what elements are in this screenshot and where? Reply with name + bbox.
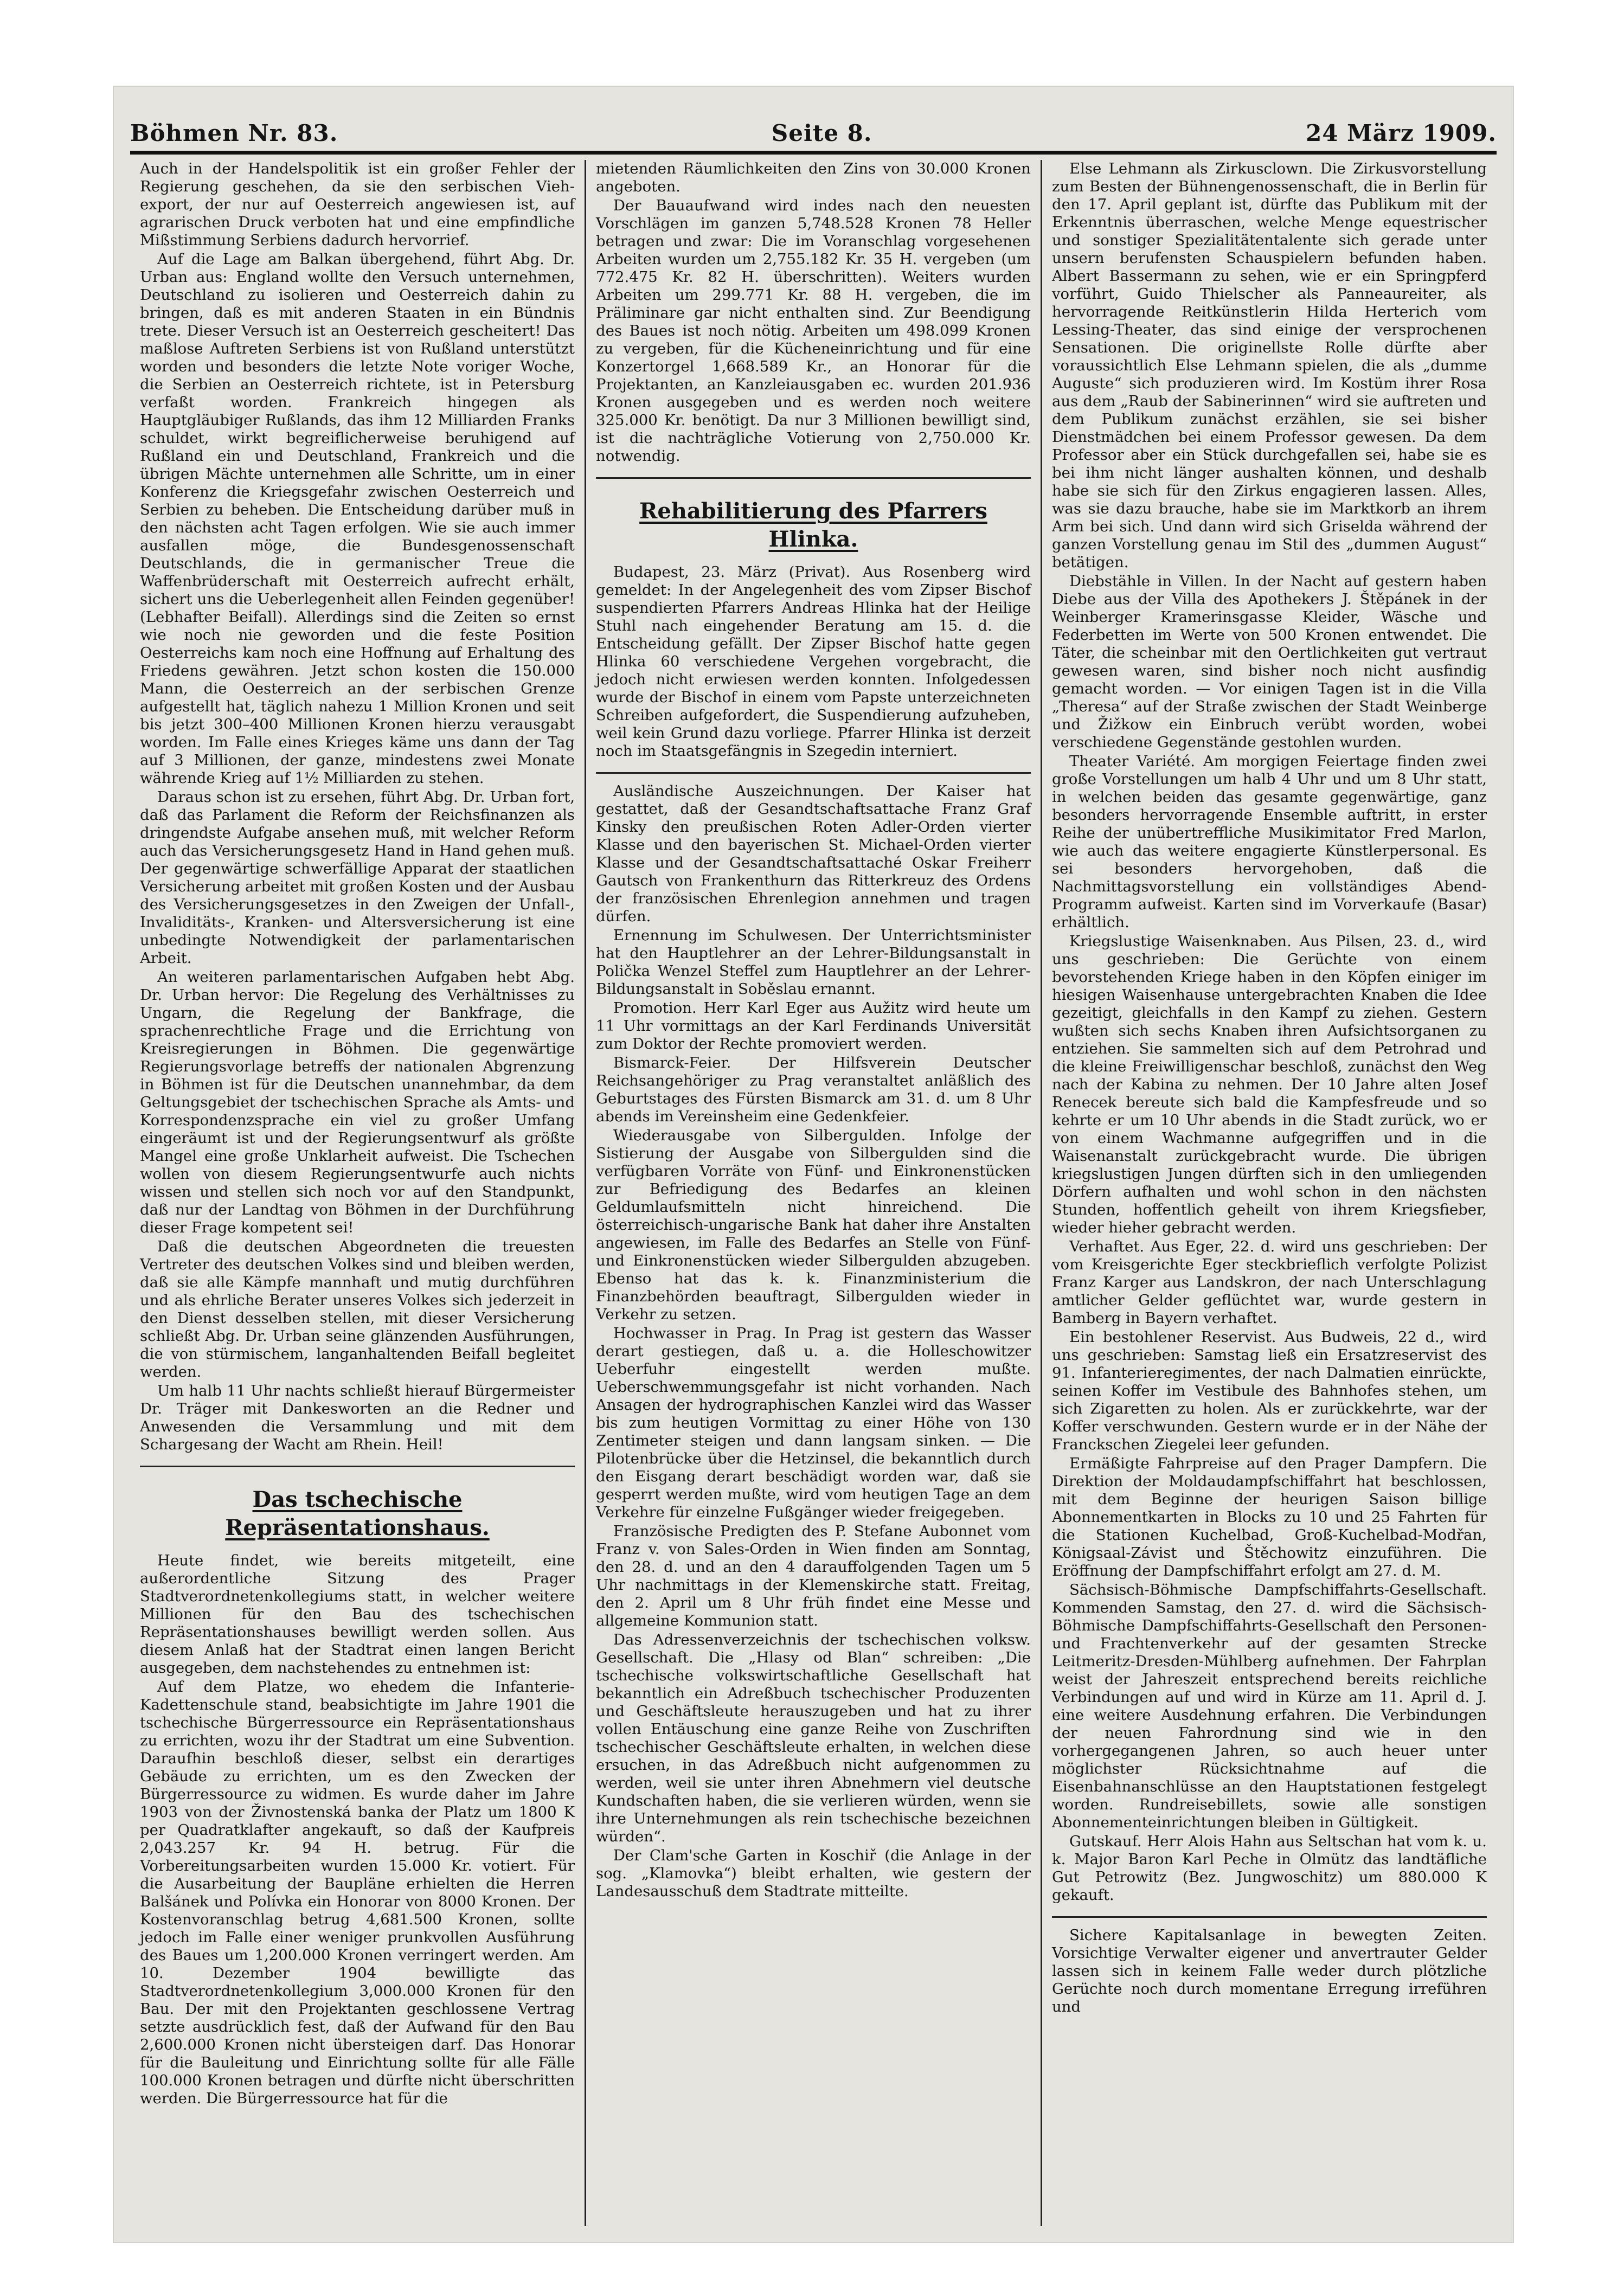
news-item: Promotion. Herr Karl Eger aus Aužitz wird heute um 11 Uhr vormittags an der Karl Ferdinands Universität zum Doktor der Rechte promoviert werden. (596, 999, 1031, 1052)
paragraph: Daraus schon ist zu ersehen, führt Abg. Dr. Urban fort, daß das Parlament die Reform der Reichsfinanzen als dringendste Aufgabe ansehen muß, mit welcher Reform auch das Versicherungsgesetz Hand in Hand gehen muß. Der gegenwärtige schwerfällige Apparat der staatlichen Versicherung arbeitet mit großen Kosten und der Ausbau des Versicherungsgesetzes in den Zweigen der Unfall-, Invaliditäts-, Kranken- und Altersversicherung ist eine unbedingte Notwendigkeit der parlamentarischen Arbeit. (140, 788, 575, 967)
section-divider (1052, 1916, 1487, 1918)
page-header (130, 108, 1497, 146)
article-columns (130, 160, 1497, 2226)
news-item: Ermäßigte Fahrpreise auf den Prager Dampfern. Die Direktion der Moldaudampfschiffahrt hat beschlossen, mit dem Beginne der heurigen Saison billige Abonnementkarten in Blocks zu 10 und 25 Fahrten für die Stationen Kuchelbad, Groß-Kuchelbad-Modřan, Königsaal-Závist und Štěchowitz einzuführen. Die Eröffnung der Dampfschiffahrt erfolgt am 27. d. M. (1052, 1455, 1487, 1579)
section-divider (596, 477, 1031, 479)
news-item: Sächsisch-Böhmische Dampfschiffahrts-Gesellschaft. Kommenden Samstag, den 27. d. wird die Sächsisch-Böhmische Dampfschiffahrts-Gesellschaft den Personen- und Frachtenverkehr auf der gesamten Strecke Leitmeritz-Dresden-Mühlberg aufnehmen. Der Fahrplan weist der Jahreszeit entsprechend bereits reichliche Verbindungen auf und wird in Kürze am 11. April d. J. eine weitere Ausdehnung erfahren. Die Verbindungen der neuen Fahrordnung sind wie in den vorhergegangenen Jahren, so auch heuer unter möglichster Rücksichtnahme auf die Eisenbahnanschlüsse an den Hauptstationen festgelegt worden. Rundreisebillets, sowie alle sonstigen Abonnementeinrichtungen bleiben in Gültigkeit. (1052, 1581, 1487, 1831)
news-item: Wiederausgabe von Silbergulden. Infolge der Sistierung der Ausgabe von Silbergulden sind die verfügbaren Vorräte von Fünf- und Einkronenstücken zur Befriedigung des Bedarfes an kleinen Geldumlaufsmitteln nicht hinreichend. Die österreichisch-ungarische Bank hat daher ihre Anstalten angewiesen, im Falle des Bedarfes an Stelle von Fünf- und Einkronenstücken wieder Silbergulden abzugeben. Ebenso hat das k. k. Finanzministerium die Finanzbehörden beauftragt, Silbergulden wieder in Verkehr zu setzen. (596, 1127, 1031, 1323)
news-item: Französische Predigten des P. Stefane Aubonnet vom Franz v. von Sales-Orden in Wien finden am Sonntag, den 28. d. und an den 4 darauffolgenden Tagen um 5 Uhr nachmittags in der Klemenskirche statt. Freitag, den 2. April um 8 Uhr früh findet eine Messe und allgemeine Kommunion statt. (596, 1523, 1031, 1629)
paragraph: mietenden Räumlichkeiten den Zins von 30.000 Kronen angeboten. (596, 160, 1031, 195)
newspaper-page (114, 87, 1513, 2242)
paragraph: Auf die Lage am Balkan übergehend, führt Abg. Dr. Urban aus: England wollte den Versuch unternehmen, Deutschland zu isolieren und Oesterreich dahin zu bringen, daß es mit anderen Staaten in ein Bündnis trete. Dieser Versuch ist an Oesterreich gescheitert! Das maßlose Auftreten Serbiens ist von Rußland unterstützt worden und besonders die letzte Note voriger Woche, die Serbien an Oesterreich richtete, ist in Petersburg verfaßt worden. Frankreich hingegen als Hauptgläubiger Rußlands, das ihm 12 Milliarden Franks schuldet, wirkt begreiflicherweise beruhigend auf Rußland ein und Deutschland, Frankreich und die übrigen Mächte unternehmen alle Schritte, um in einer Konferenz die Kriegsgefahr zwischen Oesterreich und Serbien zu beheben. Die Entscheidung darüber muß in den nächsten acht Tagen erfolgen. Wie sie auch immer ausfallen möge, die Bundesgenossenschaft Deutschlands, die in germanischer Treue die Waffenbrüderschaft mit Oesterreich aufrecht erhält, sichert uns die Ueberlegenheit allen Feinden gegenüber! (Lebhafter Beifall). Allerdings sind die Zeiten so ernst wie noch nie geworden und die feste Position Oesterreichs kam noch eine Hoffnung auf Erhaltung des Friedens gewähren. Jetzt schon kosten die 150.000 Mann, die Oesterreich an der serbischen Grenze aufgestellt hat, täglich nahezu 1 Million Kronen und seit bis jetzt 300–400 Millionen Kronen hierzu verausgabt worden. Im Falle eines Krieges käme uns dann der Tag auf 3 Millionen, der ganze, mindestens zwei Monate währende Krieg auf 1½ Milliarden zu stehen. (140, 251, 575, 787)
news-item: Theater Variété. Am morgigen Feiertage finden zwei große Vorstellungen um halb 4 Uhr und um 8 Uhr statt, in welchen beiden das gesamte gegenwärtige, ganz besonders hervorragende Ensemble auftritt, in erster Reihe der unübertreffliche Musikimitator Fred Marlon, wie auch das weitere engagierte Künstlerpersonal. Es sei besonders hervorgehoben, daß die Nachmittagsvorstellung ein vollständiges Abend-Programm aufweist. Karten sind im Vorverkaufe (Basar) erhältlich. (1052, 753, 1487, 931)
section-divider (596, 772, 1031, 774)
headline-repraesentationshaus: Das tschechische Repräsentationshaus. (225, 1487, 490, 1540)
news-item: Else Lehmann als Zirkusclown. Die Zirkusvorstellung zum Besten der Bühnengenossenschaft, die in Berlin für den 17. April geplant ist, dürfte das Publikum mit der Erkenntnis überraschen, welche Menge equestrischer und sonstiger Spezialitätentalente sich gerade unter unsern berufensten Schauspielern befunden haben. Albert Bassermann zu sehen, wie er ein Springpferd vorführt, Guido Thielscher als Panneaureiter, als hervorragende Reitkünstlerin Hilda Herterich vom Lessing-Theater, das sind einige der versprochenen Sensationen. Die originellste Rolle dürfte aber voraussichtlich Else Lehmann spielen, die als „dumme Auguste“ sich produzieren wird. Im Kostüm ihrer Rosa aus dem „Raub der Sabinerinnen“ wird sie auftreten und dem Publikum zunächst erzählen, sie sei bisher Dienstmädchen bei einem Professor gewesen. Da dem Professor aber ein Stück durchgefallen sei, habe sie es bei ihm nicht länger aushalten können, und deshalb habe sie sich für den Zirkus engagieren lassen. Alles, was sie dazu brauche, habe sie im Marktkorb an ihrem Arm bei sich. Und dann wird sich Griselda während der ganzen Vorstellung genau im Stil des „dummen August“ betätigen. (1052, 160, 1487, 571)
news-item: Bismarck-Feier. Der Hilfsverein Deutscher Reichsangehöriger zu Prag veranstaltet anläßlich des Geburtstages des Fürsten Bismarck am 31. d. um 8 Uhr abends im Vereinsheim eine Gedenkfeier. (596, 1054, 1031, 1125)
news-item: Diebstähle in Villen. In der Nacht auf gestern haben Diebe aus der Villa des Apothekers J. Štěpánek in der Weinberger Kramerinsgasse Kleider, Wäsche und Federbetten im Werte von 500 Kronen entwendet. Die Täter, die scheinbar mit den Oertlichkeiten gut vertraut gewesen waren, sind bisher noch nicht ausfindig gemacht worden. — Vor einigen Tagen ist in die Villa „Theresa“ auf der Straße zwischen der Stadt Weinberge und Žižkow ein Einbruch verübt worden, wobei verschiedene Gegenstände gestohlen wurden. (1052, 573, 1487, 751)
paragraph: Daß die deutschen Abgeordneten die treuesten Vertreter des deutschen Volkes sind und bleiben werden, daß sie alle Kämpfe mannhaft und mutig durchführen und als ehrliche Berater unseres Volkes sich jederzeit in den Dienst desselben stellen, mit dieser Versicherung schließt Abg. Dr. Urban seine glänzenden Ausführungen, die von stürmischem, langanhaltenden Beifall begleitet werden. (140, 1238, 575, 1380)
news-item: Ausländische Auszeichnungen. Der Kaiser hat gestattet, daß der Gesandtschaftsattache Franz Graf Kinsky den preußischen Roten Adler-Orden vierter Klasse und den bayerischen St. Michael-Orden vierter Klasse und der Gesandtschaftsattaché Oskar Freiherr Gautsch von Frankenthurn das Ritterkreuz des Ordens der französischen Ehrenlegion annehmen und tragen dürfen. (596, 782, 1031, 925)
news-item: Kriegslustige Waisenknaben. Aus Pilsen, 23. d., wird uns geschrieben: Die Gerüchte von einem bevorstehenden Kriege haben in den Köpfen einiger im hiesigen Waisenhause untergebrachten Knaben die Idee gezeitigt, gleichfalls in den Kampf zu ziehen. Gestern wußten sich sechs Knaben ihren Aufsichtsorganen zu entziehen. Sie sammelten sich auf dem Petrohrad und die kleine Freiwilligenschar beschloß, zunächst den Weg nach der Kabina zu nehmen. Der 10 Jahre alten Josef Renecek bereute sich bald die Kampfesfreude und so kehrte er um 10 Uhr abends in die Stadt zurück, wo er von einem Wachmanne aufgegriffen und in die Waisenanstalt zurückgebracht wurde. Die übrigen kriegslustigen Jungen dürften sich in den umliegenden Dörfern aufhalten und wohl schon in den nächsten Stunden, hoffentlich geheilt von ihrem Kriegsfieber, wieder hieher gebracht werden. (1052, 933, 1487, 1236)
paper-issue: Böhmen Nr. 83. (130, 120, 338, 146)
page-number: Seite 8. (771, 120, 872, 146)
news-item: Verhaftet. Aus Eger, 22. d. wird uns geschrieben: Der vom Kreisgerichte Eger steckbrieflich verfolgte Polizist Franz Karger aus Landskron, der nach Unterschlagung amtlicher Gelder geflüchtet war, wurde gestern in Bamberg in Bayern verhaftet. (1052, 1238, 1487, 1327)
paragraph: Um halb 11 Uhr nachts schließt hierauf Bürgermeister Dr. Träger mit Dankesworten an die Redner und Anwesenden die Versammlung und mit dem Schargesang der Wacht am Rhein. Heil! (140, 1382, 575, 1453)
issue-date: 24 März 1909. (1306, 120, 1497, 146)
news-item: Gutskauf. Herr Alois Hahn aus Seltschan hat vom k. u. k. Major Baron Karl Peche in Olmütz das landtäfliche Gut Petrowitz (Bez. Jungwoschitz) um 880.000 K gekauft. (1052, 1833, 1487, 1904)
headline-hlinka: Rehabilitierung des Pfarrers Hlinka. (639, 498, 987, 552)
paragraph: Budapest, 23. März (Privat). Aus Rosenberg wird gemeldet: In der Angelegenheit des vom Zipser Bischof suspendierten Pfarrers Andreas Hlinka hat der Heilige Stuhl nach eingehender Beratung am 15. d. die Entscheidung gefällt. Der Zipser Bischof hatte gegen Hlinka 60 verschiedene Vergehen vorgebracht, die jedoch nicht erwiesen werden konnten. Infolgedessen wurde der Bischof in einem vom Papste unterzeichneten Schreiben aufgefordert, die Suspendierung aufzuheben, weil kein Grund dazu vorliege. Pfarrer Hlinka ist derzeit noch im Staatsgefängnis in Szegedin interniert. (596, 563, 1031, 760)
news-item: Ein bestohlener Reservist. Aus Budweis, 22 d., wird uns geschrieben: Samstag ließ ein Ersatzreservist des 91. Infanterieregimentes, der nach Dalmatien einrückte, seinen Koffer im Vestibule des Bahnhofes stehen, um sich Zigaretten zu holen. Als er zurückkehrte, war der Koffer verschwunden. Gestern wurde er in der Nähe der Franckschen Ziegelei leer gefunden. (1052, 1328, 1487, 1453)
paragraph: An weiteren parlamentarischen Aufgaben hebt Abg. Dr. Urban hervor: Die Regelung des Verhältnisses zu Ungarn, die Regelung der Bankfrage, die sprachenrechtliche Frage und die Errichtung von Kreisregierungen in Böhmen. Die gegenwärtige Regierungsvorlage betreffs der nationalen Abgrenzung in Böhmen ist für die Deutschen unannehmbar, da dem Geltungsgebiet der tschechischen Sprache als Amts- und Korrespondenzsprache ein viel zu großer Umfang eingeräumt ist und der Regierungsentwurf als größte Mangel eine große Unklarheit aufweist. Die Tschechen wollen von diesem Regierungsentwurfe auch nichts wissen und stellen sich noch vor auf den Standpunkt, daß nur der Landtag von Böhmen in der Durchführung dieser Frage kompetent sei! (140, 968, 575, 1236)
column-2 (585, 160, 1041, 2226)
paragraph: Heute findet, wie bereits mitgeteilt, eine außerordentliche Sitzung des Prager Stadtverordnetenkollegiums statt, in welcher weitere Millionen für den Bau des tschechischen Repräsentationshauses bewilligt werden sollen. Aus diesem Anlaß hat der Stadtrat einen langen Bericht ausgegeben, dem nachstehendes zu entnehmen ist: (140, 1552, 575, 1677)
column-1 (130, 160, 585, 2226)
paragraph: Der Bauaufwand wird indes nach den neuesten Vorschlägen im ganzen 5,748.528 Kronen 78 Heller betragen und zwar: Die im Voranschlag vorgesehenen Arbeiten wurden um 2,755.182 Kr. 35 H. vergeben (um 772.475 Kr. 82 H. überschritten). Weiters wurden Arbeiten um 299.771 Kr. 88 H. vergeben, die im Präliminare gar nicht enthalten sind. Zur Beendigung des Baues ist noch nötig. Arbeiten um 498.099 Kronen zu vergeben, für die Kücheneinrichtung und für eine Konzertorgel 1,668.589 Kr., an Honorar für die Projektanten, an Kanzleiausgaben ec. wurden 201.936 Kronen ausgegeben und es werden noch weitere 325.000 Kr. benötigt. Da nur 3 Millionen bewilligt sind, ist die nachträgliche Votierung von 2,750.000 Kr. notwendig. (596, 197, 1031, 465)
column-3 (1041, 160, 1497, 2226)
news-item: Der Clam'sche Garten in Koschiř (die Anlage in der sog. „Klamovka“) bleibt erhalten, wie gestern der Landesausschuß dem Stadtrate mitteilte. (596, 1847, 1031, 1900)
paragraph: Auch in der Handelspolitik ist ein großer Fehler der Regierung geschehen, da sie den serbischen Vieh-export, der nur auf Oesterreich angewiesen ist, auf agrarischen Druck verboten hat und eine empfindliche Mißstimmung Serbiens dadurch hervorrief. (140, 160, 575, 249)
news-item: Hochwasser in Prag. In Prag ist gestern das Wasser derart gestiegen, daß u. a. die Holleschowitzer Ueberfuhr eingestellt werden mußte. Ueberschwemmungsgefahr ist nicht vorhanden. Nach Ansagen der hydrographischen Kanzlei wird das Wasser bis zum heutigen Vormittag zu einer Höhe von 130 Zentimeter steigen und dann langsam sinken. — Die Pilotenbrücke über die Hetzinsel, die bekanntlich durch den Eisgang derart beschädigt worden war, daß sie gesperrt werden mußte, wird vom heutigen Tage an dem Verkehre für einzelne Fußgänger wieder freigegeben. (596, 1325, 1031, 1521)
header-rule (130, 151, 1497, 155)
section-divider (140, 1466, 575, 1467)
news-item: Ernennung im Schulwesen. Der Unterrichtsminister hat den Hauptlehrer an der Lehrer-Bildungsanstalt in Polička Wenzel Steffel zum Hauptlehrer an der Lehrer-Bildungsanstalt in Soběslau ernannt. (596, 927, 1031, 998)
news-item: Das Adressenverzeichnis der tschechischen volksw. Gesellschaft. Die „Hlasy od Blan“ schreiben: „Die tschechische volkswirtschaftliche Gesellschaft hat bekanntlich ein Adreßbuch tschechischer Produzenten und Geschäftsleute herauszugeben und hat zu ihrer vollen Entäuschung eine ganze Reihe von Zuschriften tschechischer Geschäftsleute erhalten, in welchen diese ersuchen, in das Adreßbuch nicht aufgenommen zu werden, weil sie unter ihren Abnehmern viel deutsche Kundschaften haben, die sie verlieren würden, wenn sie ihre Unternehmungen als rein tschechische bezeichnen würden“. (596, 1631, 1031, 1845)
paragraph: Auf dem Platze, wo ehedem die Infanterie-Kadettenschule stand, beabsichtigte im Jahre 1901 die tschechische Bürgerressource ein Repräsentationshaus zu errichten, wozu ihr der Stadtrat um eine Subvention. Daraufhin beschloß dieser, selbst ein derartiges Gebäude zu errichten, um es den Zwecken der Bürgerressource zu widmen. Es wurde daher im Jahre 1903 von der Živnostenská banka der Platz um 1800 K per Quadratklafter angekauft, so daß der Kaufpreis 2,043.257 Kr. 94 H. betrug. Für die Vorbereitungsarbeiten wurden 15.000 Kr. votiert. Für die Ausarbeitung der Baupläne erhielten die Herren Balšánek und Polívka ein Honorar von 8000 Kronen. Der Kostenvoranschlag betrug 4,681.500 Kronen, sollte jedoch im Falle einer weniger prunkvollen Ausführung des Baues um 1,200.000 Kronen verringert werden. Am 10. Dezember 1904 bewilligte das Stadtverordnetenkollegium 3,000.000 Kronen für den Bau. Der mit den Projektanten geschlossene Vertrag setzte ausdrücklich fest, daß der Aufwand für den Bau 2,600.000 Kronen nicht übersteigen darf. Das Honorar für die Bauleitung und Einrichtung sollte für alle Fälle 100.000 Kronen betragen und dürfte nicht überschritten werden. Die Bürgerressource hat für die (140, 1678, 575, 2107)
news-item: Sichere Kapitalsanlage in bewegten Zeiten. Vorsichtige Verwalter eigener und anvertrauter Gelder lassen sich in keinem Falle weder durch plötzliche Gerüchte noch durch momentane Erregung irreführen und (1052, 1927, 1487, 2015)
